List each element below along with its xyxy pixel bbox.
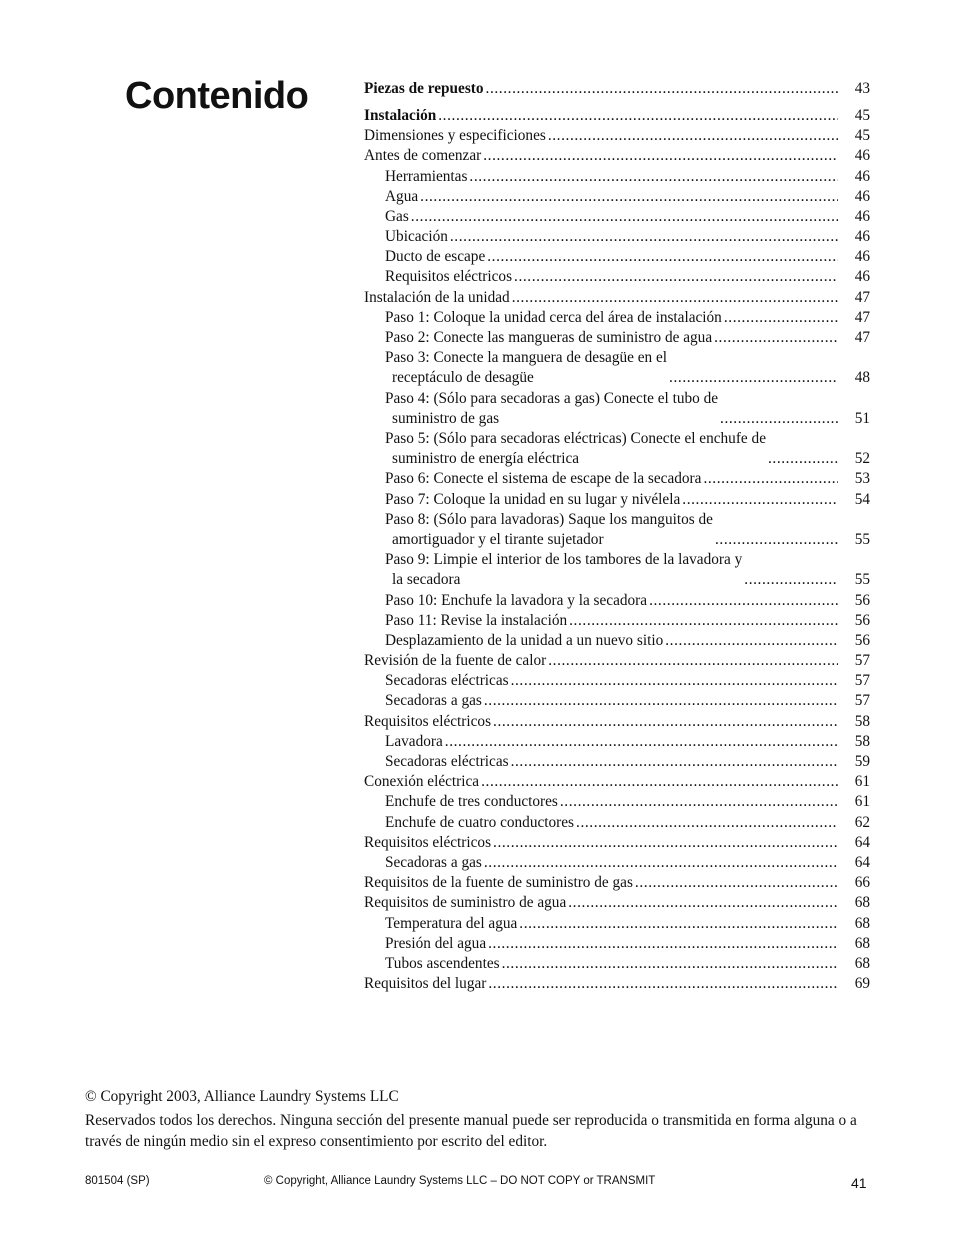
toc-entry-label: Antes de comenzar: [364, 147, 482, 165]
toc-entry-label: Requisitos del lugar: [364, 975, 487, 993]
toc-entry-label: Requisitos eléctricos: [364, 712, 492, 730]
dot-leader: [493, 833, 838, 853]
toc-entry: [364, 550, 870, 590]
toc-entry-label: amortiguador y el tirante sujetador: [392, 530, 604, 548]
toc-entry-label: Secadoras eléctricas: [385, 753, 509, 771]
toc-page-number: 43: [854, 79, 870, 97]
toc-entry: [364, 772, 870, 792]
toc-entry-label: Piezas de repuesto: [364, 79, 484, 97]
toc-entry: [364, 469, 870, 489]
toc-entry: [364, 146, 870, 166]
toc-page-number: 68: [854, 954, 870, 972]
toc-entry: [364, 591, 870, 611]
toc-entry: [364, 712, 870, 732]
toc-entry-label: Paso 1: Coloque la unidad cerca del área de instalación: [385, 308, 722, 326]
toc-entry: [364, 974, 870, 994]
toc-entry: [364, 671, 870, 691]
dot-leader: [715, 530, 838, 550]
dot-leader: [484, 853, 838, 873]
toc-page-number: 68: [854, 914, 870, 932]
toc-entry: [364, 308, 870, 328]
toc-page-number: 57: [854, 692, 870, 710]
toc-entry: [364, 813, 870, 833]
dot-leader: [665, 631, 838, 651]
dot-leader: [703, 469, 838, 489]
toc-page-number: 48: [854, 369, 870, 387]
footer-doc-number: 801504 (SP): [85, 1175, 150, 1187]
dot-leader: [438, 106, 838, 126]
toc-entry: [364, 631, 870, 651]
dot-leader: [488, 974, 838, 994]
toc-entry-label: Presión del agua: [385, 934, 487, 952]
toc-entry: [364, 914, 870, 934]
toc-entry: [364, 853, 870, 873]
dot-leader: [493, 712, 838, 732]
toc-page-number: 56: [854, 591, 870, 609]
toc-entry-label: Enchufe de cuatro conductores: [385, 813, 575, 831]
toc-entry: [364, 389, 870, 429]
toc-entry-label: Paso 8: (Sólo para lavadoras) Saque los manguitos de: [385, 510, 713, 528]
dot-leader: [481, 772, 838, 792]
toc-entry: [364, 490, 870, 510]
toc-page-number: 61: [854, 793, 870, 811]
toc-entry-label: Paso 7: Coloque la unidad en su lugar y nivélela: [385, 490, 681, 508]
toc-page-number: 46: [854, 228, 870, 246]
toc-entry-label: Gas: [385, 207, 409, 225]
toc-page-number: 54: [854, 490, 870, 508]
dot-leader: [483, 146, 838, 166]
table-of-contents: [364, 79, 870, 994]
toc-entry: [364, 247, 870, 267]
toc-page-number: 45: [854, 106, 870, 124]
toc-entry: [364, 732, 870, 752]
dot-leader: [669, 368, 838, 388]
toc-page-number: 58: [854, 712, 870, 730]
toc-entry-label: Secadoras eléctricas: [385, 672, 509, 690]
dot-leader: [720, 409, 838, 429]
dot-leader: [445, 732, 838, 752]
dot-leader: [548, 651, 838, 671]
toc-entry: [364, 954, 870, 974]
toc-entry-label: receptáculo de desagüe: [392, 369, 534, 387]
toc-entry-label: Dimensiones y especificiones: [364, 127, 546, 145]
toc-entry-label: Secadoras a gas: [385, 692, 482, 710]
toc-entry-label: Paso 3: Conecte la manguera de desagüe en el: [385, 349, 668, 367]
toc-entry-label: Requisitos de la fuente de suministro de gas: [364, 874, 633, 892]
dot-leader: [514, 267, 838, 287]
toc-entry-label: Enchufe de tres conductores: [385, 793, 558, 811]
toc-entry-label: Requisitos de suministro de agua: [364, 894, 567, 912]
toc-entry: [364, 227, 870, 247]
dot-leader: [488, 934, 838, 954]
toc-page-number: 53: [854, 470, 870, 488]
toc-page-number: 51: [854, 409, 870, 427]
toc-page-number: 46: [854, 268, 870, 286]
toc-entry-label: Paso 6: Conecte el sistema de escape de la secadora: [385, 470, 702, 488]
toc-entry-label: Conexión eléctrica: [364, 773, 480, 791]
toc-entry-label: Lavadora: [385, 732, 443, 750]
toc-entry: [364, 267, 870, 287]
toc-entry-label: Agua: [385, 187, 419, 205]
toc-entry: [364, 611, 870, 631]
toc-page-number: 46: [854, 248, 870, 266]
toc-entry-label: Temperatura del agua: [385, 914, 518, 932]
dot-leader: [487, 247, 838, 267]
dot-leader: [635, 873, 838, 893]
dot-leader: [682, 490, 838, 510]
toc-page-number: 46: [854, 187, 870, 205]
toc-page-number: 57: [854, 672, 870, 690]
toc-page-number: 64: [854, 833, 870, 851]
toc-entry: [364, 429, 870, 469]
copyright-line: © Copyright 2003, Alliance Laundry Systems LLC: [85, 1088, 399, 1105]
toc-entry-label: Instalación: [364, 106, 437, 124]
toc-page-number: 68: [854, 934, 870, 952]
toc-entry: [364, 893, 870, 913]
toc-entry: [364, 106, 870, 126]
toc-entry-label: Paso 4: (Sólo para secadoras a gas) Conecte el tubo de: [385, 389, 719, 407]
dot-leader: [420, 187, 838, 207]
toc-entry-label: Requisitos eléctricos: [385, 268, 513, 286]
toc-entry-label: suministro de energía eléctrica: [392, 450, 580, 468]
dot-leader: [486, 79, 838, 99]
dot-leader: [519, 914, 838, 934]
toc-page-number: 59: [854, 753, 870, 771]
toc-entry-label: Revisión de la fuente de calor: [364, 652, 547, 670]
dot-leader: [502, 954, 838, 974]
toc-page-number: 47: [854, 329, 870, 347]
toc-entry-label: Paso 10: Enchufe la lavadora y la secadora: [385, 591, 648, 609]
toc-page-number: 46: [854, 207, 870, 225]
dot-leader: [724, 308, 838, 328]
toc-entry-label: Instalación de la unidad: [364, 288, 510, 306]
toc-entry-label: Tubos ascendentes: [385, 954, 500, 972]
toc-entry-label: Desplazamiento de la unidad a un nuevo sitio: [385, 631, 664, 649]
toc-entry: [364, 934, 870, 954]
dot-leader: [768, 449, 838, 469]
toc-entry-label: Paso 2: Conecte las mangueras de suministro de agua: [385, 329, 713, 347]
toc-entry-label: suministro de gas: [392, 409, 500, 427]
toc-entry: [364, 752, 870, 772]
toc-entry-label: Paso 11: Revise la instalación: [385, 611, 568, 629]
toc-entry-label: Ubicación: [385, 228, 448, 246]
toc-page-number: 47: [854, 288, 870, 306]
dot-leader: [450, 227, 838, 247]
toc-page-number: 68: [854, 894, 870, 912]
toc-page-number: 66: [854, 874, 870, 892]
dot-leader: [411, 207, 838, 227]
dot-leader: [744, 570, 838, 590]
toc-entry: [364, 167, 870, 187]
dot-leader: [576, 813, 838, 833]
toc-entry-label: Paso 9: Limpie el interior de los tambores de la lavadora y: [385, 551, 743, 569]
dot-leader: [714, 328, 838, 348]
dot-leader: [511, 752, 838, 772]
toc-page-number: 55: [854, 530, 870, 548]
dot-leader: [484, 691, 838, 711]
toc-page-number: 46: [854, 167, 870, 185]
toc-entry: [364, 348, 870, 388]
toc-page-number: 45: [854, 127, 870, 145]
toc-entry: [364, 79, 870, 99]
toc-page-number: 47: [854, 308, 870, 326]
toc-entry-label: la secadora: [392, 571, 461, 589]
dot-leader: [569, 611, 838, 631]
toc-entry: [364, 651, 870, 671]
toc-page-number: 57: [854, 652, 870, 670]
dot-leader: [511, 671, 838, 691]
page-title: Contenido: [125, 75, 309, 117]
toc-entry-label: Paso 5: (Sólo para secadoras eléctricas) Conecte el enchufe de: [385, 430, 766, 447]
toc-entry: [364, 187, 870, 207]
toc-entry: [364, 207, 870, 227]
toc-entry: [364, 328, 870, 348]
toc-page-number: 69: [854, 975, 870, 993]
footer-copyright-notice: © Copyright, Alliance Laundry Systems LLC – DO NOT COPY or TRANSMIT: [264, 1175, 656, 1187]
footer-page-number: 41: [851, 1175, 867, 1191]
toc-entry-label: Herramientas: [385, 167, 468, 185]
dot-leader: [568, 893, 838, 913]
toc-page-number: 64: [854, 853, 870, 871]
dot-leader: [560, 792, 838, 812]
toc-entry: [364, 126, 870, 146]
dot-leader: [512, 288, 838, 308]
toc-page-number: 55: [854, 571, 870, 589]
toc-entry: [364, 288, 870, 308]
toc-entry-label: Secadoras a gas: [385, 853, 482, 871]
toc-entry: [364, 792, 870, 812]
dot-leader: [548, 126, 838, 146]
toc-page-number: 62: [854, 813, 870, 831]
dot-leader: [469, 167, 838, 187]
toc-page-number: 58: [854, 732, 870, 750]
toc-page-number: 46: [854, 147, 870, 165]
toc-entry: [364, 873, 870, 893]
toc-entry: [364, 510, 870, 550]
dot-leader: [649, 591, 838, 611]
toc-page-number: 56: [854, 631, 870, 649]
toc-page-number: 61: [854, 773, 870, 791]
toc-entry: [364, 692, 870, 712]
toc-entry-label: Ducto de escape: [385, 248, 486, 266]
toc-page-number: 52: [854, 450, 870, 468]
toc-entry-label: Requisitos eléctricos: [364, 833, 492, 851]
toc-entry: [364, 833, 870, 853]
toc-page-number: 56: [854, 611, 870, 629]
rights-notice: Reservados todos los derechos. Ninguna sección del presente manual puede ser reproducida o transmitida en forma alguna o a través de ningún medio sin el expreso consentimiento por escrito del editor.: [85, 1112, 857, 1150]
